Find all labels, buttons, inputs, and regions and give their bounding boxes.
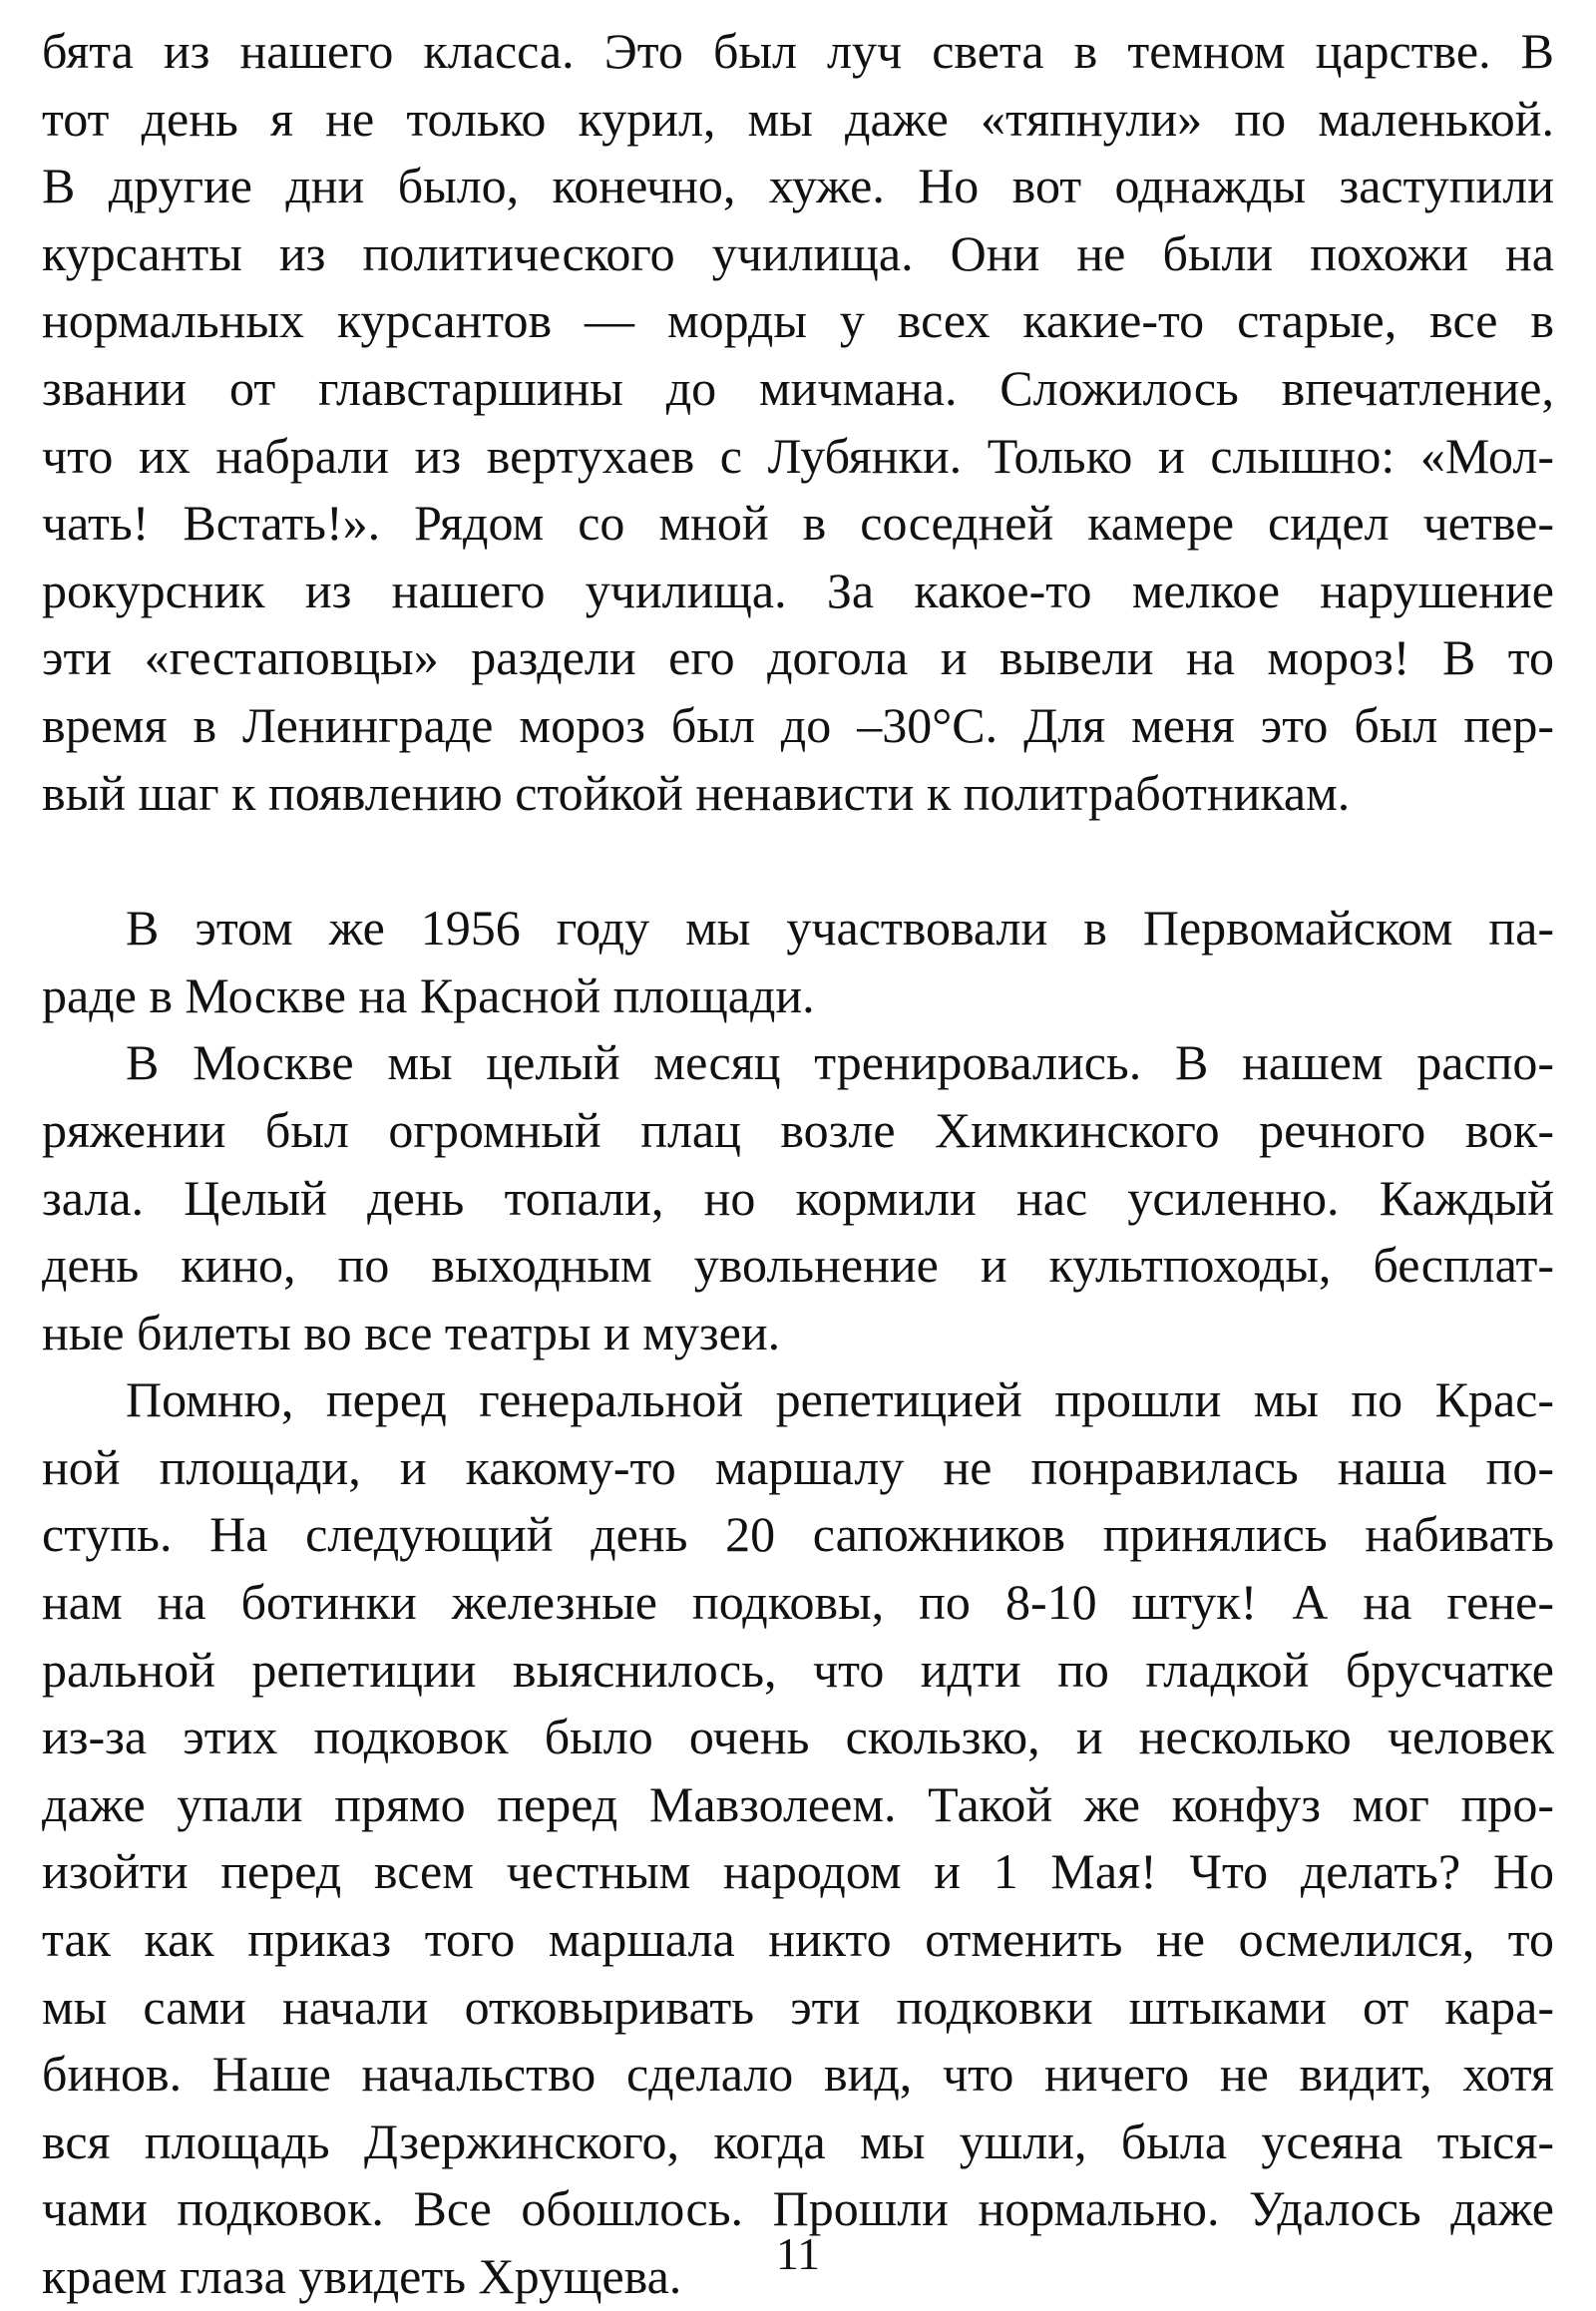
text-line: ряжении был огромный плац возле Химкинского речного вок- [42,1101,1554,1158]
text-line: ступь. На следующий день 20 сапожников принялись набивать [42,1506,1554,1563]
text-line: эти «гестаповцы» раздели его догола и вывели на мороз! В то [42,629,1554,686]
text-line: ральной репетиции выяснилось, что идти по гладкой брусчатке [42,1641,1554,1698]
text-line: В Москве мы целый месяц тренировались. В нашем распо- [126,1034,1554,1091]
text-line: В этом же 1956 году мы участвовали в Первомайском па- [126,900,1554,957]
paragraph-2 [42,895,1554,1029]
paragraph-3 [42,1029,1554,1366]
paragraph-4 [42,1366,1554,2310]
text-line: что их набрали из вертухаев с Лубянки. Только и слышно: «Мол- [42,427,1554,484]
text-line: вый шаг к появлению стойкой ненависти к политработникам. [42,764,1351,821]
text-line: тот день я не только курил, мы даже «тяпнули» по маленькой. [42,90,1554,147]
text-line: изойти перед всем честным народом и 1 Мая! Что делать? Но [42,1843,1554,1900]
text-line: В другие дни было, конечно, хуже. Но вот однажды заступили [42,158,1554,214]
text-line: краем глаза увидеть Хрущева. [42,2248,682,2304]
text-line: из-за этих подковок было очень скользко, и несколько человек [42,1709,1554,1765]
text-line: день кино, по выходным увольнение и культпоходы, бесплат- [42,1237,1554,1294]
text-line: рокурсник из нашего училища. За какое-то мелкое нарушение [42,562,1554,618]
text-line: время в Ленинграде мороз был до –30°С. Для меня это был пер- [42,696,1554,753]
text-line: чать! Встать!». Рядом со мной в соседней камере сидел четве- [42,495,1554,552]
text-line: курсанты из политического училища. Они не были похожи на [42,224,1554,281]
text-line: даже упали прямо перед Мавзолеем. Такой же конфуз мог про- [42,1775,1554,1832]
text-line: бинов. Наше начальство сделало вид, что ничего не видит, хотя [42,2046,1554,2103]
text-line: Помню, перед генеральной репетицией прошли мы по Крас- [126,1371,1554,1428]
page-body [42,18,1554,2311]
text-line: звании от главстаршины до мичмана. Сложилось впечатление, [42,359,1554,416]
text-line: вся площадь Дзержинского, когда мы ушли, была усеяна тыся- [42,2113,1554,2169]
text-line: так как приказ того маршала никто отменить не осмелился, то [42,1911,1554,1968]
text-line: ные билеты во все театры и музеи. [42,1304,781,1360]
text-line: бята из нашего класса. Это был луч света в темном царстве. В [42,23,1554,79]
text-line: ной площади, и какому-то маршалу не понравилась наша по- [42,1438,1554,1495]
text-line: зала. Целый день топали, но кормили нас усиленно. Каждый [42,1169,1554,1226]
text-line: раде в Москве на Красной площади. [42,966,815,1023]
paragraph-1 [42,18,1554,827]
text-line: нам на ботинки железные подковы, по 8-10 штук! А на гене- [42,1574,1554,1631]
text-line: мы сами начали отковыривать эти подковки штыками от кара- [42,1978,1554,2035]
text-line: нормальных курсантов — морды у всех какие-то старые, все в [42,292,1554,349]
text-line: чами подковок. Все обошлось. Прошли нормально. Удалось даже [42,2180,1554,2237]
page-number: 11 [775,2228,821,2279]
section-gap [42,827,1554,895]
